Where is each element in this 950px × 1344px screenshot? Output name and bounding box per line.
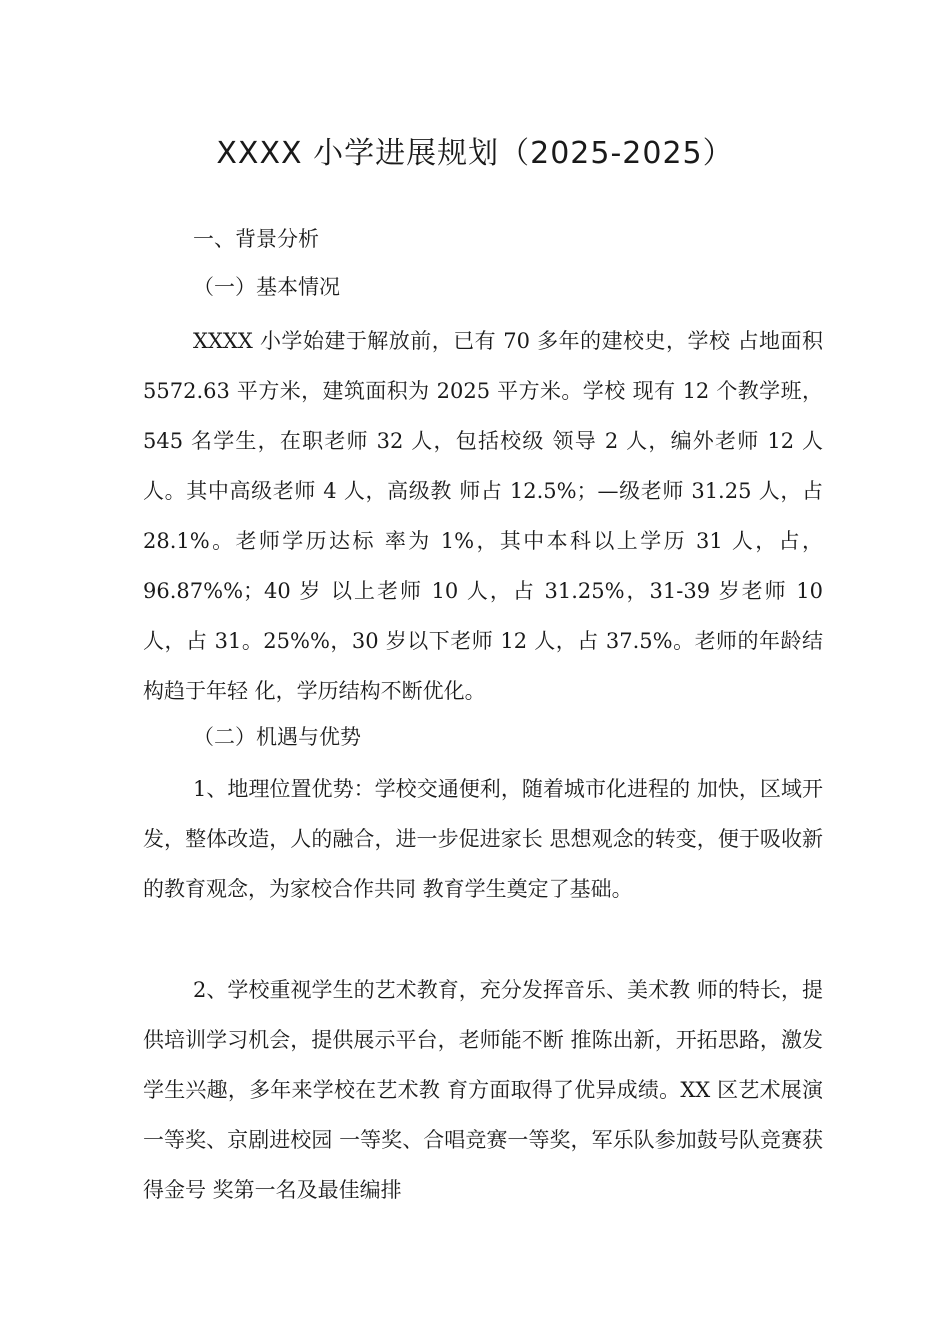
paragraph-location-advantage: 1、地理位置优势：学校交通便利，随着城市化进程的 加快，区域开发，整体改造，人的融合，进一步促进家长 思想观念的转变，便于吸收新的教育观念，为家校合作共同 教育学生奠定了基础。 [143,777,823,901]
paragraph-basic-info: XXXX 小学始建于解放前，已有 70 多年的建校史，学校 占地面积 5572.63 平方米，建筑面积为 2025 平方米。学校 现有 12 个教学班，545 名学生，在职老师 32 人，包括校级 领导 2 人，编外老师 12 人人。其中高级老师 4 人，高级教 师占 12.5%；—级老师 31.25 人，占 28.1%。老师学历达标 率为 1%，其中本科以上学历 31 人，占，96.87%%；40 岁 以上老师 10 人，占 31.25%，31-39 岁老师 10 人，占 31。25%%，30 岁以下老师 12 人，占 37.5%。老师的年龄结构趋于年轻 化，学历结构不断优化。 [143,329,823,703]
document-title: XXXX 小学进展规划（2025-2025） [216,136,734,171]
subsection-heading-opportunities: （二）机遇与优势 [193,725,361,749]
paragraph-arts-education: 2、学校重视学生的艺术教育，充分发挥音乐、美术教 师的特长，提供培训学习机会，提供展示平台，老师能不断 推陈出新，开拓思路，激发学生兴趣，多年来学校在艺术教 育方面取得了优异成绩。XX 区艺术展演一等奖、京剧进校园 一等奖、合唱竞赛一等奖，军乐队参加鼓号队竞赛获得金号 奖第一名及最佳编排 [143,978,823,1202]
section-heading-background: 一、背景分析 [193,227,319,251]
subsection-heading-basic-info: （一）基本情况 [193,275,340,299]
